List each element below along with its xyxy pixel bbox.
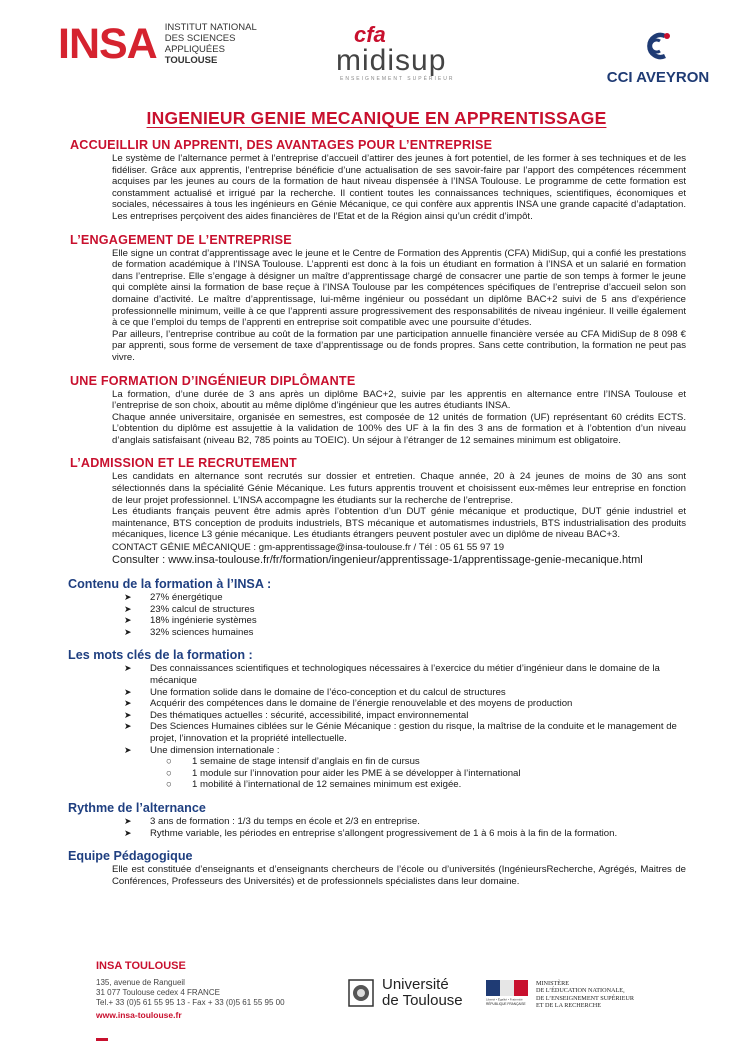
cfa-midisup-logo bbox=[336, 22, 506, 84]
contact-line: CONTACT GÉNIE MÉCANIQUE : gm-apprentissage@insa-toulouse.fr / Tél : 05 61 55 97 19 bbox=[112, 542, 505, 554]
arrow-bullet-icon: ➤ bbox=[124, 815, 132, 826]
cci-aveyron-text: CCI AVEYRON bbox=[606, 69, 710, 86]
international-sublist bbox=[70, 756, 686, 791]
arrow-bullet-icon: ➤ bbox=[124, 709, 132, 720]
arrow-bullet-icon: ➤ bbox=[124, 663, 132, 674]
universite-toulouse-logo bbox=[348, 977, 463, 1009]
section-heading-formation: UNE FORMATION D’INGÉNIEUR DIPLÔMANTE bbox=[70, 373, 356, 388]
footer-insa-address bbox=[96, 960, 285, 1020]
list-item: ➤ Des thématiques actuelles : sécurité, accessibilité, impact environnemental bbox=[124, 709, 469, 721]
universite-seal-icon bbox=[348, 979, 374, 1007]
arrow-bullet-icon: ➤ bbox=[124, 721, 132, 732]
universite-line1: Université bbox=[382, 976, 449, 993]
marianne-motto: Liberté • Égalité • Fraternité bbox=[486, 997, 523, 1002]
arrow-bullet-icon: ➤ bbox=[124, 686, 132, 697]
section-text-admission-2: Les étudiants français peuvent être admis après l’obtention d’un DUT génie mécanique et productique, DUT génie industriel et maintenance, BTS conception de produits industriels, BTS mécanique et automatismes industriels, BTS industrialisation des produits mécaniques, licence L3 génie mécanique. Les étudiants étrangers peuvent postuler avec un diplôme de niveau BAC+3. bbox=[112, 506, 686, 541]
section-heading-contenu: Contenu de la formation à l’INSA : bbox=[68, 577, 272, 592]
section-text-formation-1: La formation, d’une durée de 3 ans après un diplôme BAC+2, suivie par les apprentis en alternance entre l’INSA Toulouse et l’entreprise de son choix, aboutit au même diplôme d’ingénieur que les autres étudiants INSA. bbox=[112, 388, 686, 412]
arrow-bullet-icon: ➤ bbox=[124, 603, 132, 614]
footer-address-line: 31 077 Toulouse cedex 4 FRANCE bbox=[96, 988, 220, 997]
footer-website-link[interactable]: www.insa-toulouse.fr bbox=[96, 1010, 182, 1020]
arrow-bullet-icon: ➤ bbox=[124, 827, 132, 838]
arrow-bullet-icon: ➤ bbox=[124, 615, 132, 626]
list-item: ➤ 23% calcul de structures bbox=[124, 603, 255, 615]
section-text-formation-2: Chaque année universitaire, organisée en semestres, est composée de 12 unités de formation (UF) représentant 60 crédits ECTS. L’obtention du diplôme est assujettie à la validation de 100% des UF à la fin des 3 ans de formation et à l’obtention d’un niveau d’anglais satisfaisant (niveau B2, 785 points au TOEIC). Un séjour à l’étranger de 12 semaines minimum est obligatoire. bbox=[112, 411, 686, 446]
section-text-engagement-1: Elle signe un contrat d’apprentissage avec le jeune et le Centre de Formation des Apprentis (CFA) MidiSup, qui a confié les prestations de formation académique à l’INSA Toulouse. L’apprenti est donc à la fois un étudiant en formation à l’INSA et un salarié en formation dans l’entreprise. Elle s’engage à désigner un maître d’apprentissage chargé de consacrer une partie de son temps à former le jeune qui complète ainsi la formation de base reçue à l’INSA Toulouse par les compétences spécifiques de l’entreprise d’accueil selon son domaine d’activité. Le maître d’apprentissage, lui-même ingénieur ou possédant un diplôme BAC+2 suivi de 5 ans d’expérience professionnelle minimum, veille à ce que l’apprenti assure progressivement des responsabilités de niveau ingénieur. Il veille également à ce que l’emploi du temps de l’apprenti en entreprise soit compatible avec une poursuite d’études. bbox=[112, 247, 686, 329]
insa-logo-word: INSA bbox=[58, 20, 157, 68]
arrow-bullet-icon: ➤ bbox=[124, 592, 132, 603]
mots-cles-list bbox=[70, 663, 686, 756]
list-item: ○ 1 mobilité à l’international de 12 semaines minimum est exigée. bbox=[166, 779, 462, 791]
cci-aveyron-logo bbox=[602, 30, 714, 86]
list-item: ➤ 27% énergétique bbox=[124, 592, 223, 604]
midisup-word: midisup bbox=[336, 44, 447, 77]
footer-insa-name: INSA TOULOUSE bbox=[96, 960, 186, 972]
cci-emblem-icon bbox=[643, 30, 673, 62]
list-item: ○ 1 module sur l’innovation pour aider les PME à se développer à l’international bbox=[166, 767, 521, 779]
list-item: ➤ 32% sciences humaines bbox=[124, 626, 254, 638]
list-item: ➤ Des connaissances scientifiques et technologiques nécessaires à l’exercice du métier d’ingénieur dans le domaine de la mécanique bbox=[124, 663, 660, 686]
universite-line2: de Toulouse bbox=[382, 992, 463, 1009]
circle-bullet-icon: ○ bbox=[166, 779, 172, 791]
section-text-accueillir: Le système de l’alternance permet à l’entreprise d’accueil d’attirer des jeunes à fort potentiel, de les former à ses techniques et de les fidéliser. Grâce aux apprentis, l’entreprise bénéficie d’une actualisation de ses savoir-faire par l’apport des compétences récemment acquises par les jeunes au cours de la formation de haut niveau dispensée à l’INSA Toulouse. Le programme de cette formation est constamment actualisé et irrigué par la recherche. Il contient toutes les connaissances techniques, scientifiques, économiques et sociales, nécessaires à tous les ingénieurs en Génie Mécanique, ce qui confère aux apprentis INSA une grande capacité d’adaptation. Les entreprises perçoivent des aides financières de l’Etat et de la Région ainsi qu’un crédit d’impôt. bbox=[112, 153, 686, 222]
list-item: ➤ Rythme variable, les périodes en entreprise s’allongent progressivement de 1 à 6 mois à la fin de la formation. bbox=[124, 827, 618, 839]
footer-red-accent bbox=[96, 1038, 108, 1041]
section-heading-equipe: Equipe Pédagogique bbox=[68, 849, 193, 864]
consult-link[interactable]: Consulter : www.insa-toulouse.fr/fr/formation/ingenieur/apprentissage-1/apprentissage-genie-mecanique.html bbox=[112, 554, 643, 567]
arrow-bullet-icon: ➤ bbox=[124, 744, 132, 755]
insa-logo-subtitle: INSTITUT NATIONAL DES SCIENCES APPLIQUÉES TOULOUSE bbox=[164, 22, 257, 66]
section-heading-mots-cles: Les mots clés de la formation : bbox=[68, 648, 253, 663]
section-heading-rythme: Rythme de l’alternance bbox=[68, 800, 206, 815]
list-item: ➤ Une dimension internationale : bbox=[124, 744, 280, 756]
footer-address-line: 135, avenue de Rangueil bbox=[96, 978, 185, 987]
list-item: ➤ Des Sciences Humaines ciblées sur le Génie Mécanique : gestion du risque, la maîtrise de la conduite et le management de projet, l’innovation et la propriété intellectuelle. bbox=[124, 721, 677, 744]
list-item: ○ 1 semaine de stage intensif d’anglais en fin de cursus bbox=[166, 756, 420, 768]
contenu-list bbox=[70, 592, 686, 638]
section-heading-accueillir: ACCUEILLIR UN APPRENTI, DES AVANTAGES POUR L’ENTREPRISE bbox=[70, 138, 493, 152]
circle-bullet-icon: ○ bbox=[166, 767, 172, 779]
marianne-icon bbox=[486, 980, 530, 1006]
rythme-list bbox=[70, 816, 686, 839]
marianne-republic: RÉPUBLIQUE FRANÇAISE bbox=[486, 1002, 526, 1006]
list-item: ➤ Acquérir des compétences dans le domaine de l’énergie renouvelable et des moyens de production bbox=[124, 698, 573, 710]
list-item: ➤ 3 ans de formation : 1/3 du temps en école et 2/3 en entreprise. bbox=[124, 815, 420, 827]
insa-logo bbox=[58, 22, 257, 66]
arrow-bullet-icon: ➤ bbox=[124, 626, 132, 637]
cfa-word: cfa bbox=[354, 22, 386, 47]
list-item: ➤ 18% ingénierie systèmes bbox=[124, 615, 257, 627]
circle-bullet-icon: ○ bbox=[166, 756, 172, 768]
document-body bbox=[70, 138, 686, 887]
arrow-bullet-icon: ➤ bbox=[124, 698, 132, 709]
page-title: INGENIEUR GENIE MECANIQUE EN APPRENTISSAGE bbox=[146, 108, 607, 128]
section-heading-engagement: L’ENGAGEMENT DE L’ENTREPRISE bbox=[70, 232, 292, 247]
page-footer bbox=[0, 952, 753, 1050]
section-heading-admission: L’ADMISSION ET LE RECRUTEMENT bbox=[70, 456, 297, 471]
ministere-text: MINISTÈRE DE L’ÉDUCATION NATIONALE, DE L’ENSEIGNEMENT SUPÉRIEUR ET DE LA RECHERCHE bbox=[536, 980, 634, 1010]
list-item: ➤ Une formation solide dans le domaine de l’éco-conception et du calcul de structures bbox=[124, 686, 506, 698]
section-text-engagement-2: Par ailleurs, l’entreprise contribue au coût de la formation par une participation annuelle financière versée au CFA MidiSup de 8 098 € par apprenti, sous forme de versement de taxe d’apprentissage ou de fonds propres. Sans cette contribution, la formation ne peut pas vivre. bbox=[112, 328, 686, 363]
ministere-logo bbox=[486, 980, 634, 1010]
footer-phone-line: Tel.+ 33 (0)5 61 55 95 13 - Fax + 33 (0)5 61 55 95 00 bbox=[96, 998, 285, 1007]
section-text-admission-1: Les candidats en alternance sont recrutés sur dossier et entretien. Chaque année, 20 à 24 jeunes de moins de 30 ans sont sélectionnés dans la spécialité Génie Mécanique. Les futurs apprentis trouvent et choisissent eux-mêmes leur entreprise en fonction de leur projet professionnel. L’INSA accompagne les étudiants sur la recherche de l’entreprise. bbox=[112, 471, 686, 506]
page-header bbox=[0, 0, 753, 95]
section-text-equipe: Elle est constituée d’enseignants et d’enseignants chercheurs de l’école ou d’universités (IngénieursRecherche, Agrégés, Maitres de Conférences, Professeurs des Universités) et de professionnels spécialistes dans leur domaine. bbox=[112, 864, 686, 887]
cfa-tagline: ENSEIGNEMENT SUPÉRIEUR bbox=[340, 76, 455, 82]
